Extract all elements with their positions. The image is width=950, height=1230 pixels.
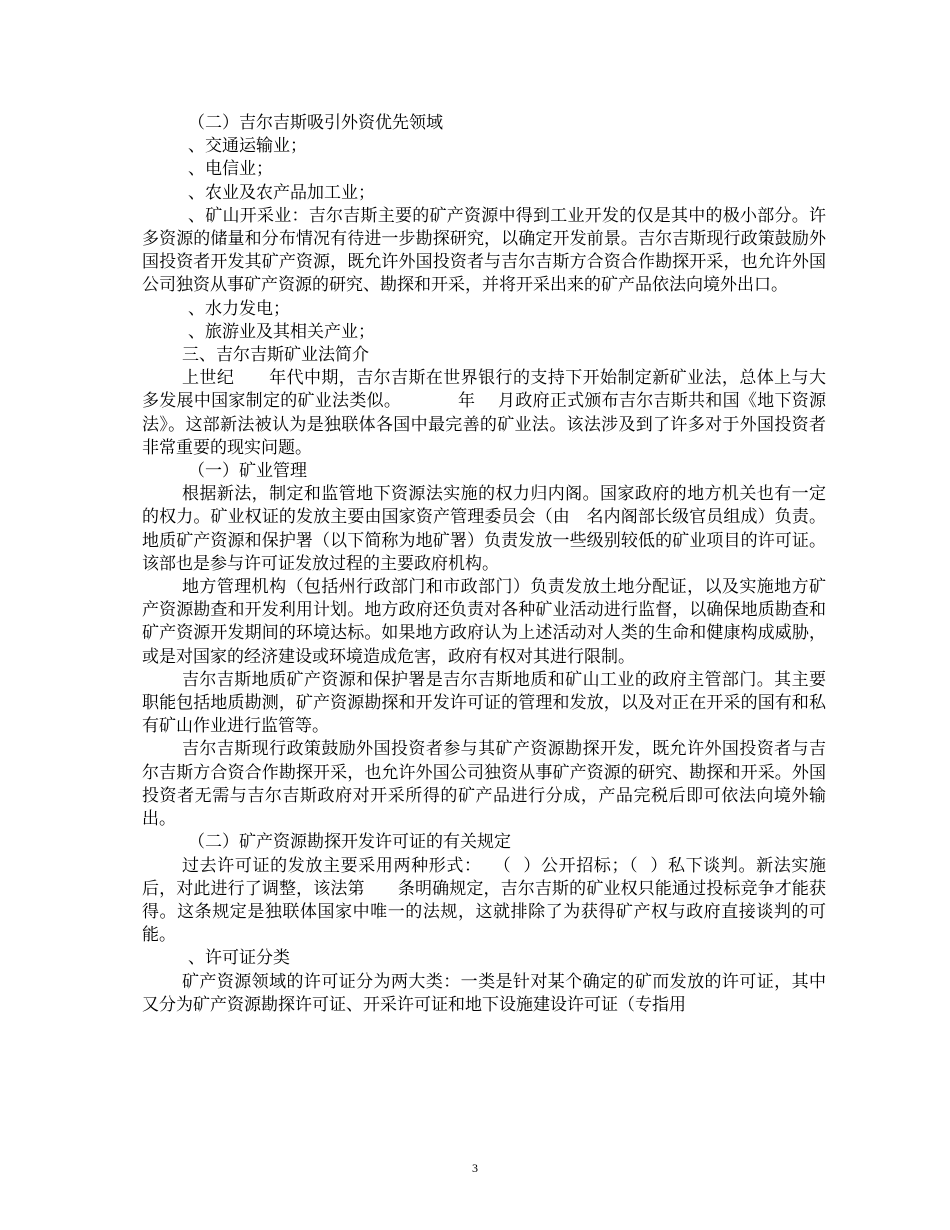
list-item: 、水力发电； (188, 298, 290, 319)
body-paragraph: 上世纪 年代中期，吉尔吉斯在世界银行的支持下开始制定新矿业法，总体上与大多发展中国家制定的矿业法类似。 年 月政府正式颁布吉尔吉斯共和国《地下资源法》。这部新法被认为是独联体各国中最完善的矿业法。该法涉及到了许多对于外国投资者非常重要的现实问题。 (142, 368, 826, 458)
page-body (142, 112, 826, 1017)
section-heading: （二）吉尔吉斯吸引外资优先领域 (188, 113, 443, 133)
body-paragraph: 矿产资源领域的许可证分为两大类：一类是针对某个确定的矿而发放的许可证，其中又分为矿产资源勘探许可证、开采许可证和地下设施建设许可证（专指用 (142, 971, 826, 1015)
body-paragraph: 吉尔吉斯地质矿产资源和保护署是吉尔吉斯地质和矿山工业的政府主管部门。其主要职能包括地质勘测，矿产资源勘探和开发许可证的管理和发放，以及对正在开采的国有和私有矿山作业进行监管等。 (142, 669, 826, 737)
section-heading: （一）矿业管理 (188, 461, 307, 482)
list-item: 、农业及农产品加工业； (188, 182, 375, 203)
body-paragraph: 吉尔吉斯现行政策鼓励外国投资者参与其矿产资源勘探开发，既允许外国投资者与吉尔吉斯方合资合作勘探开采，也允许外国公司独资从事矿产资源的研究、勘探和开采。外国投资者无需与吉尔吉斯政府对开采所得的矿产品进行分成，产品完税后即可依法向境外输出。 (142, 739, 826, 830)
list-item: 、电信业； (188, 159, 273, 180)
section-heading: 三、吉尔吉斯矿业法简介 (182, 345, 369, 366)
page-number: 3 (472, 1161, 478, 1175)
body-paragraph: 地方管理机构（包括州行政部门和市政部门）负责发放土地分配证，以及实施地方矿产资源勘查和开发利用计划。地方政府还负责对各种矿业活动进行监督，以确保地质勘查和矿产资源开发期间的环境达标。如果地方政府认为上述活动对人类的生命和健康构成威胁，或是对国家的经济建设或环境造成危害，政府有权对其进行限制。 (142, 577, 826, 667)
body-paragraph: 过去许可证的发放主要采用两种形式： （ ）公开招标；（ ）私下谈判。新法实施后，对此进行了调整，该法第 条明确规定，吉尔吉斯的矿业权只能通过投标竞争才能获得。这条规定是独联体国家中唯一的法规，这就排除了为获得矿产权与政府直接谈判的可能。 (142, 855, 826, 946)
list-item: 、交通运输业； (188, 136, 307, 157)
body-paragraph: 根据新法，制定和监管地下资源法实施的权力归内阁。国家政府的地方机关也有一定的权力。矿业权证的发放主要由国家资产管理委员会（由 名内阁部长级官员组成）负责。地质矿产资源和保护署（以下简称为地矿署）负责发放一些级别较低的矿业项目的许可证。该部也是参与许可证发放过程的主要政府机构。 (142, 484, 826, 574)
list-item: 、许可证分类 (188, 948, 290, 969)
section-heading: （二）矿产资源勘探开发许可证的有关规定 (188, 832, 511, 853)
list-item: 、矿山开采业：吉尔吉斯主要的矿产资源中得到工业开发的仅是其中的极小部分。许多资源的储量和分布情况有待进一步勘探研究，以确定开发前景。吉尔吉斯现行政策鼓励外国投资者开发其矿产资源，既允许外国投资者与吉尔吉斯方合资合作勘探开采，也允许外国公司独资从事矿产资源的研究、勘探和开采，并将开采出来的矿产品依法向境外出口。 (142, 205, 826, 296)
list-item: 、旅游业及其相关产业； (188, 321, 375, 342)
